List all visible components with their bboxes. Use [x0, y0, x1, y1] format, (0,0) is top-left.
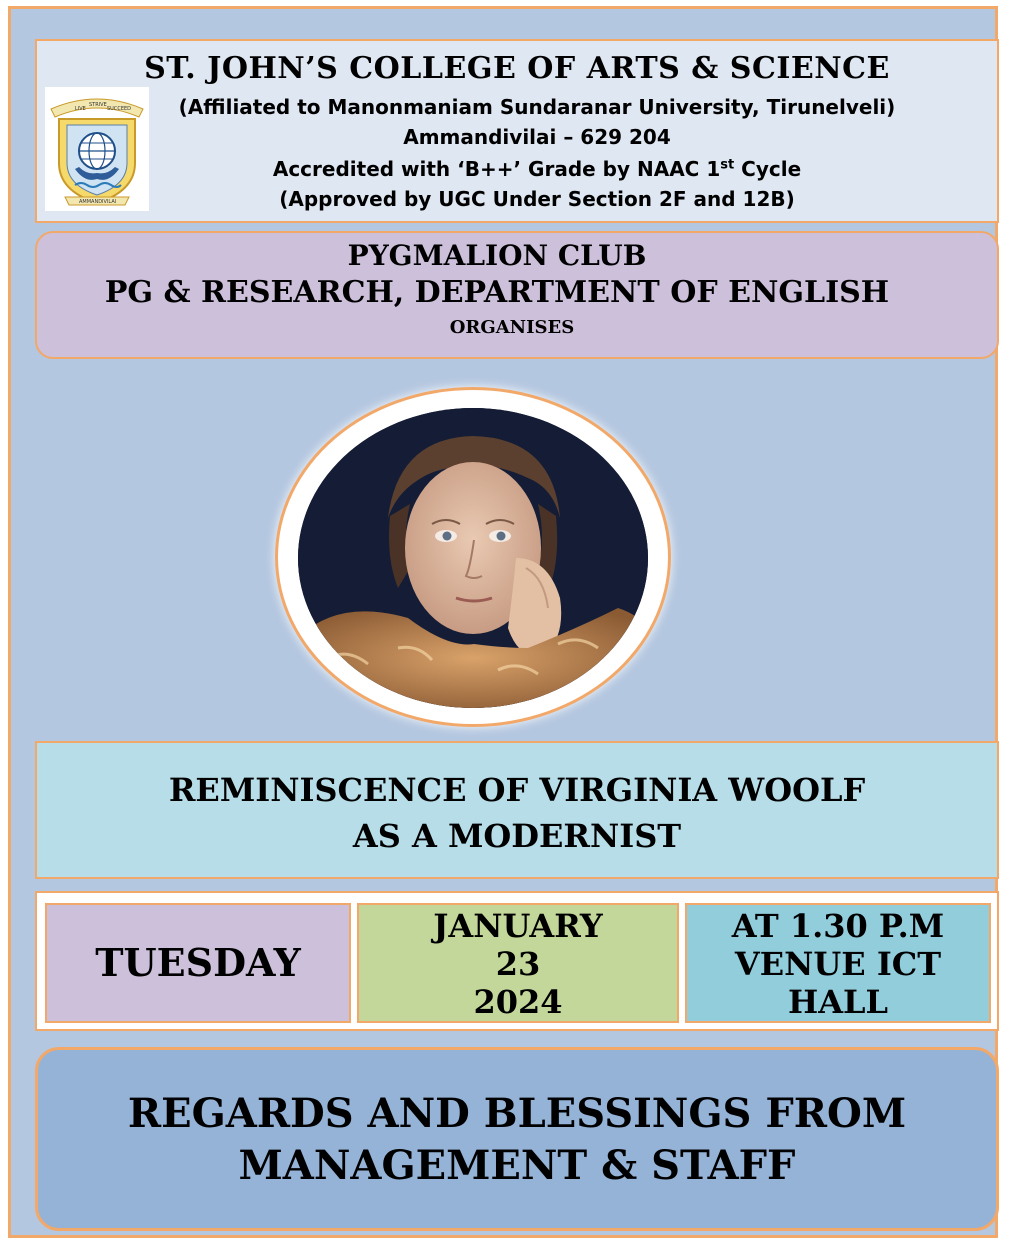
portrait-frame — [275, 387, 671, 727]
event-time: AT 1.30 P.M — [731, 907, 945, 945]
event-title — [37, 767, 997, 859]
logo-place: AMMANDIVILAI — [79, 199, 117, 205]
event-time-venue — [685, 903, 991, 1023]
college-logo — [45, 87, 149, 211]
poster — [8, 6, 998, 1238]
event-title-box — [35, 741, 999, 879]
approval-text: (Approved by UGC Under Section 2F and 12B) — [279, 187, 795, 211]
college-name: ST. JOHN’S COLLEGE OF ARTS & SCIENCE — [144, 51, 890, 86]
logo-motto-mid: STRIVE — [89, 102, 107, 108]
regards-box — [35, 1047, 999, 1231]
event-details — [35, 891, 999, 1031]
event-month: JANUARY — [433, 907, 603, 945]
club-name: PYGMALION CLUB — [347, 239, 647, 272]
logo-motto-right: SUCCEED — [107, 106, 131, 112]
accreditation-text — [137, 157, 937, 181]
club-banner — [35, 231, 999, 359]
address-text: Ammandivilai – 629 204 — [403, 125, 671, 149]
regards-line1: REGARDS AND BLESSINGS FROM — [127, 1090, 907, 1137]
event-title-line2: AS A MODERNIST — [352, 817, 682, 855]
college-logo-graphic — [45, 87, 149, 211]
event-title-line1: REMINISCENCE OF VIRGINIA WOOLF — [168, 771, 866, 809]
affiliation-text: (Affiliated to Manonmaniam Sundaranar University, Tirunelveli) — [178, 95, 896, 119]
portrait-photo — [298, 408, 648, 708]
event-day: TUESDAY — [45, 903, 351, 1023]
event-year: 2024 — [473, 983, 563, 1021]
accreditation-superscript: st — [720, 157, 735, 173]
event-venue-line2: HALL — [787, 983, 889, 1021]
accreditation-main: Accredited with ‘B++’ Grade by NAAC 1 — [272, 157, 721, 181]
regards-text — [38, 1088, 996, 1192]
event-venue-line1: VENUE ICT — [734, 945, 942, 983]
event-date-number: 23 — [495, 945, 541, 983]
college-header — [35, 39, 999, 223]
event-date — [357, 903, 679, 1023]
regards-line2: MANAGEMENT & STAFF — [238, 1142, 796, 1189]
accreditation-end: Cycle — [734, 157, 802, 181]
department-name: PG & RESEARCH, DEPARTMENT OF ENGLISH — [104, 275, 890, 310]
organises-label: ORGANISES — [449, 317, 575, 338]
portrait-illustration — [298, 408, 648, 708]
logo-motto-left: LIVE — [75, 106, 86, 112]
